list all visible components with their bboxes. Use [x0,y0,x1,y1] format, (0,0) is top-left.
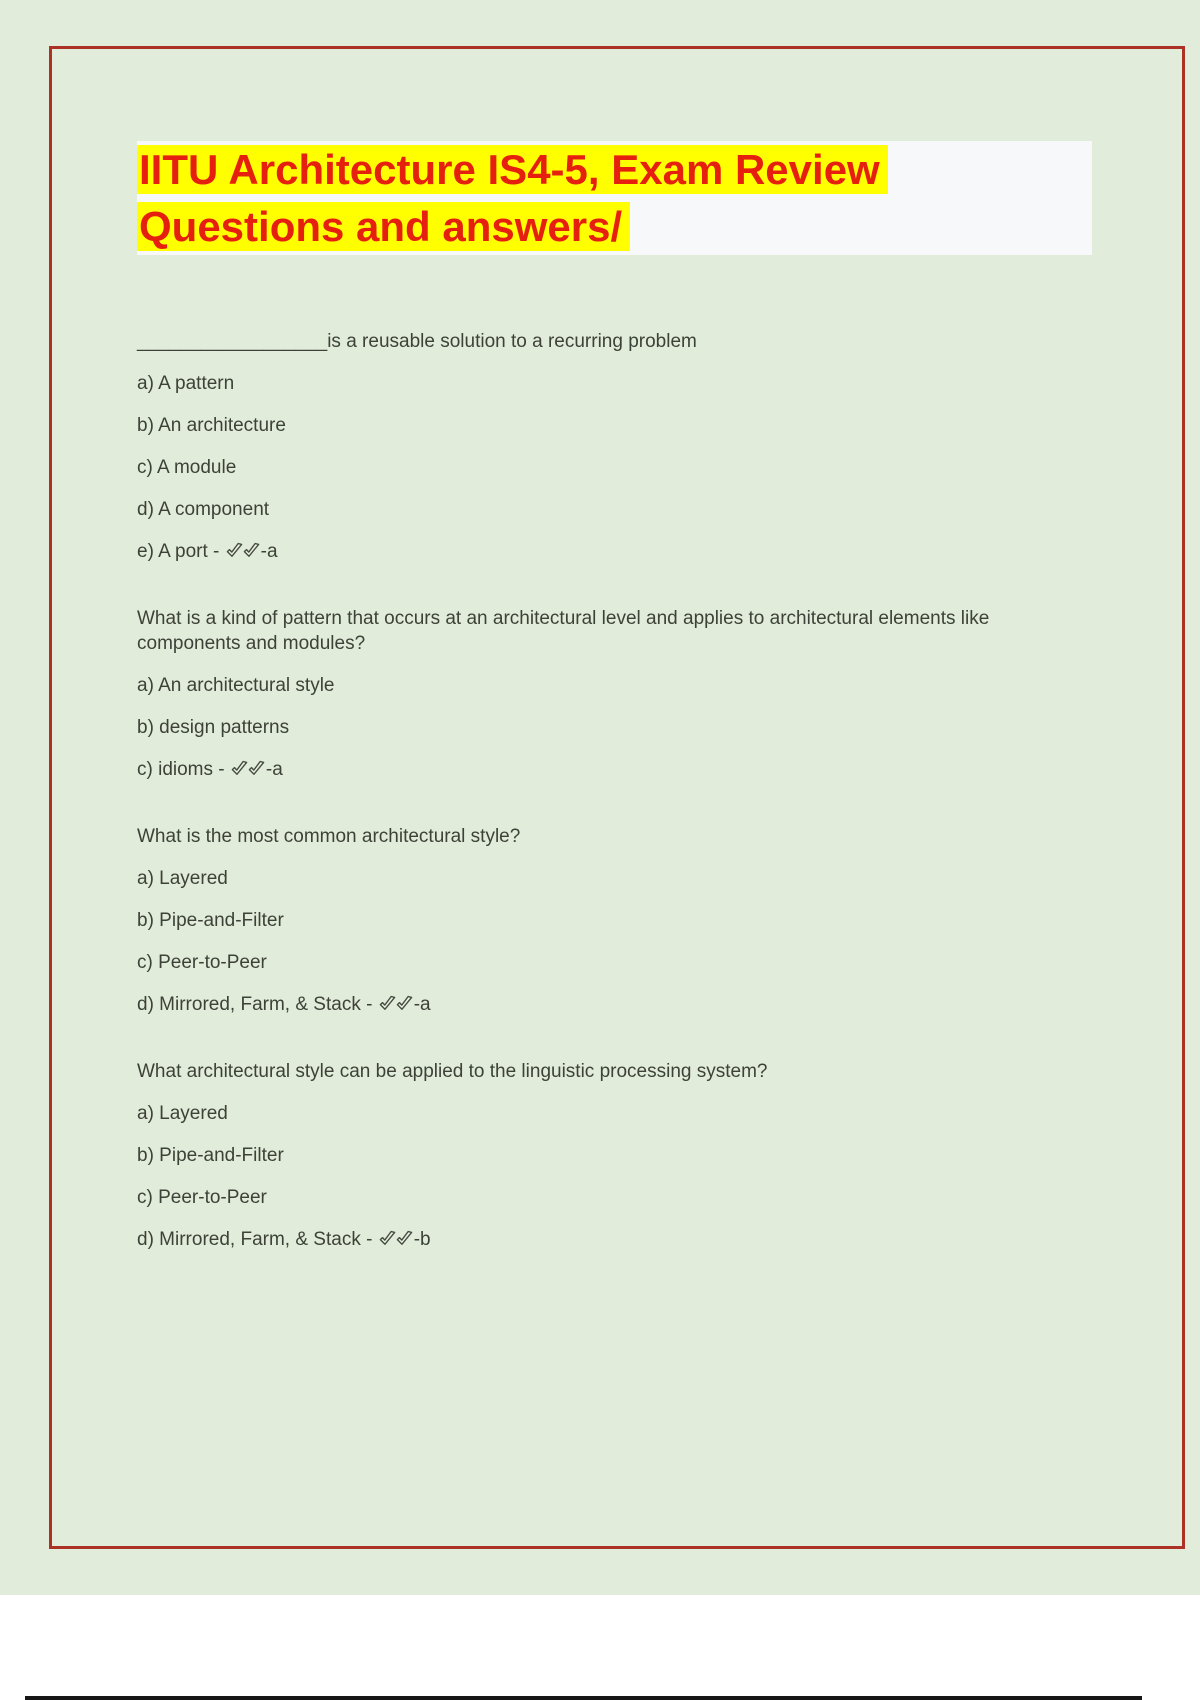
option-text: d) A component [137,499,270,520]
questions [137,329,1182,1252]
title-highlight: Questions and answers/ [137,202,630,251]
page-title-line-1 [137,141,1092,198]
answer-option [137,950,1072,975]
answer-option [137,371,1072,396]
question-prompt: What architectural style can be applied to the linguistic processing system? [137,1061,768,1082]
page-border-frame [49,46,1185,1549]
answer-option [137,1101,1072,1126]
answer-option [137,757,1072,782]
footer-area [0,1595,1200,1700]
option-text: c) Peer-to-Peer [137,952,267,973]
page-title-line-2 [137,198,1092,255]
question-block [137,824,1182,1017]
option-text: a) An architectural style [137,675,335,696]
title-box [137,141,1092,255]
option-text: c) A module [137,457,237,478]
answer-letter: -a [260,541,278,562]
option-text: a) Layered [137,1103,228,1124]
check-icon [247,760,266,777]
option-text: a) Layered [137,868,228,889]
option-text: d) Mirrored, Farm, & Stack - [137,994,378,1015]
answer-option [137,455,1072,480]
question-prompt: What is the most common architectural style? [137,826,521,847]
option-text: a) A pattern [137,373,235,394]
answer-option [137,908,1072,933]
answer-option [137,1143,1072,1168]
question-block [137,329,1182,564]
title-highlight: IITU Architecture IS4-5, Exam Review [137,145,888,194]
footer-rule [25,1696,1142,1700]
answer-letter: -a [265,759,283,780]
option-text: b) Pipe-and-Filter [137,1145,284,1166]
option-text: c) idioms - [137,759,230,780]
answer-option [137,715,1072,740]
question-prompt: __________________is a reusable solution to a recurring problem [137,331,697,352]
check-icon [242,542,261,559]
answer-option [137,539,1072,564]
answer-option [137,1185,1072,1210]
answer-option [137,992,1072,1017]
question-prompt: What is a kind of pattern that occurs at an architectural level and applies to architectural elements like components and modules? [137,608,990,654]
answer-option [137,673,1072,698]
answer-option [137,497,1072,522]
answer-option [137,413,1072,438]
option-text: b) An architecture [137,415,286,436]
option-text: e) A port - [137,541,225,562]
option-text: b) Pipe-and-Filter [137,910,284,931]
option-text: b) design patterns [137,717,290,738]
check-icon [395,1230,414,1247]
check-icon [395,995,414,1012]
option-text: d) Mirrored, Farm, & Stack - [137,1229,378,1250]
answer-letter: -b [413,1229,431,1250]
question-block [137,1059,1182,1252]
option-text: c) Peer-to-Peer [137,1187,267,1208]
answer-option [137,866,1072,891]
answer-option [137,1227,1072,1252]
question-block [137,606,1182,782]
answer-letter: -a [413,994,431,1015]
